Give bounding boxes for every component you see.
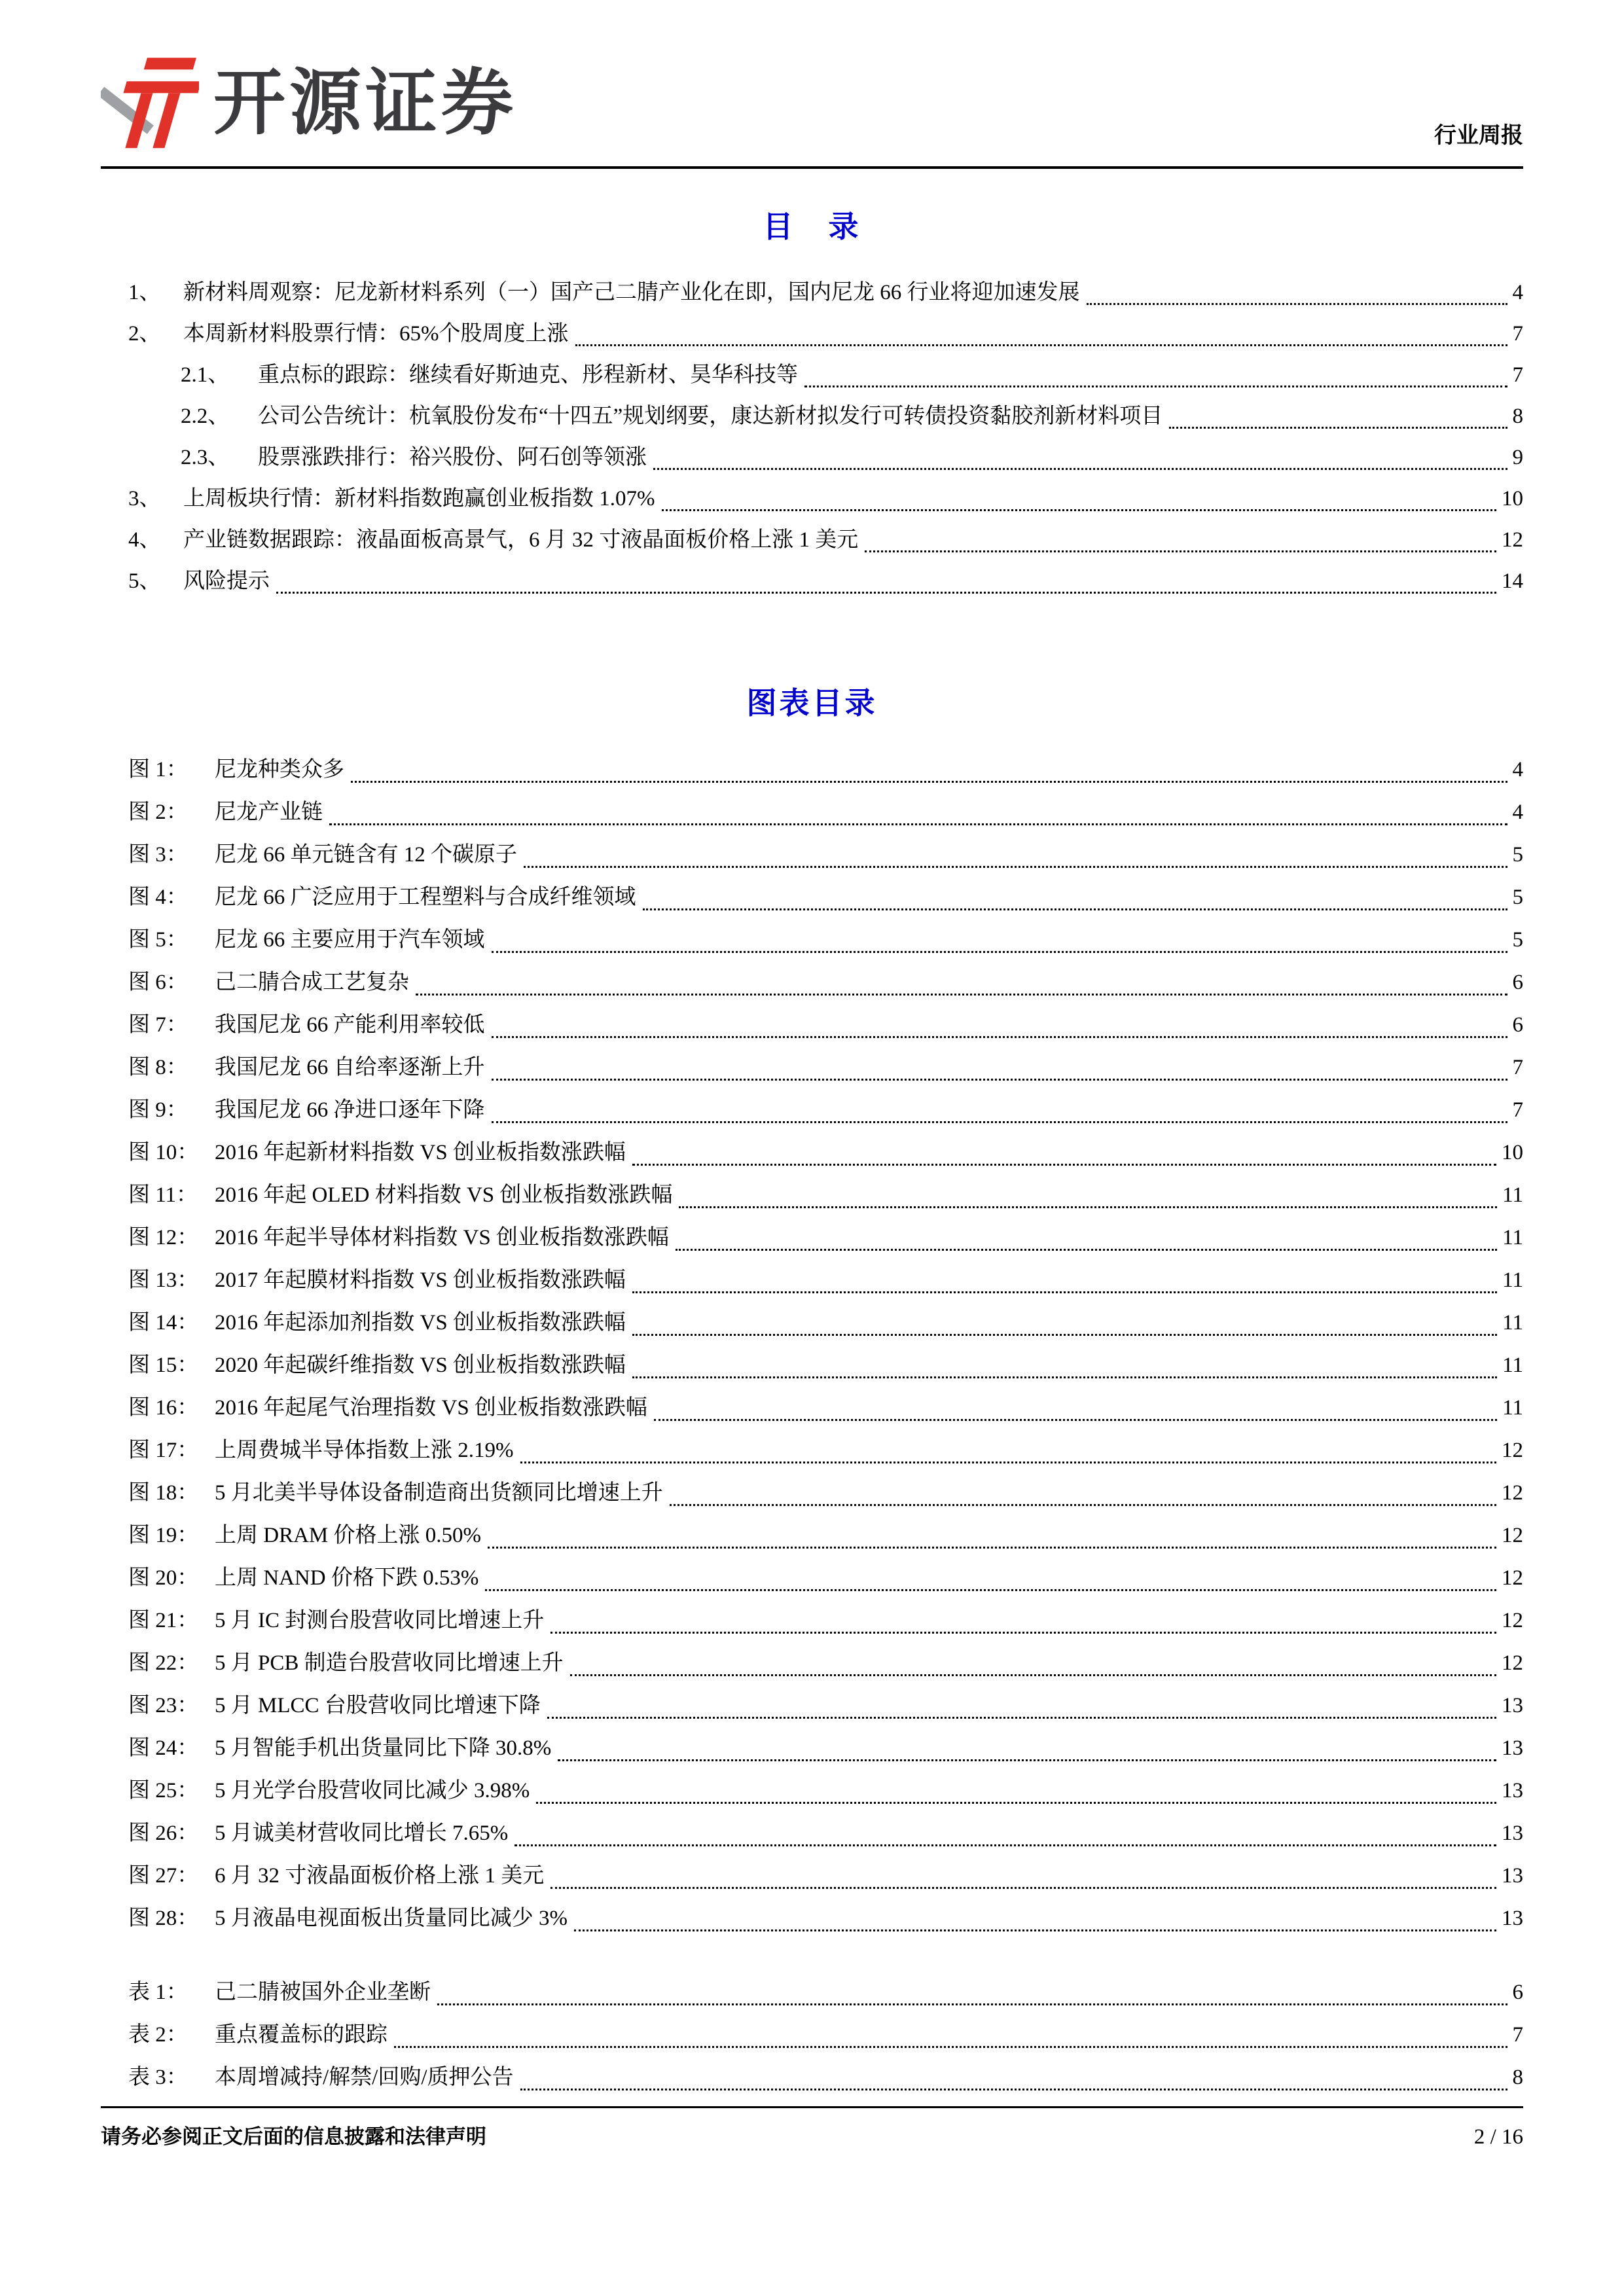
table-entry-number: 表 1： <box>128 1981 188 2004</box>
figure-entry-number: 图 4： <box>128 886 188 909</box>
table-toc-list <box>101 1971 1523 2099</box>
toc-entry[interactable] <box>128 355 1523 396</box>
dot-leader <box>575 344 1507 346</box>
figure-entry-label: 2016 年起半导体材料指数 VS 创业板指数涨跌幅 <box>215 1226 669 1249</box>
toc-title: 目 录 <box>763 210 861 243</box>
dot-leader <box>547 1717 1496 1719</box>
figure-entry-label: 尼龙 66 主要应用于汽车领域 <box>215 928 485 952</box>
table-entry-page: 8 <box>1512 2066 1523 2089</box>
dot-leader <box>492 1036 1507 1038</box>
toc-entry-number: 3、 <box>128 487 161 511</box>
toc-entry-number: 2.3、 <box>181 446 230 469</box>
figure-entry-label: 2016 年起添加剂指数 VS 创业板指数涨跌幅 <box>215 1311 626 1335</box>
figure-entry-number: 图 2： <box>128 800 188 824</box>
figure-entry-label: 己二腈合成工艺复杂 <box>215 971 409 994</box>
figure-entry-page: 12 <box>1502 1481 1523 1505</box>
report-type-label: 行业周报 <box>1434 124 1523 148</box>
figure-toc-title: 图表目录 <box>746 687 878 720</box>
figure-entry-number: 图 8： <box>128 1056 188 1079</box>
figure-entry-number: 图 9： <box>128 1098 188 1122</box>
toc-entry[interactable] <box>128 561 1523 602</box>
table-entry-number: 表 3： <box>128 2066 188 2089</box>
dot-leader <box>492 1121 1507 1123</box>
dot-leader <box>485 1589 1496 1591</box>
toc-list <box>101 272 1523 602</box>
figure-entry[interactable] <box>128 1685 1523 1727</box>
table-entry-label: 重点覆盖标的跟踪 <box>215 2023 388 2047</box>
dot-leader <box>492 951 1507 953</box>
toc-entry-number: 5、 <box>128 569 161 593</box>
dot-leader <box>550 1887 1496 1889</box>
page-footer <box>101 2106 1523 2149</box>
dot-leader <box>550 1632 1496 1634</box>
figure-entry-number: 图 25： <box>128 1779 199 1803</box>
figure-entry-label: 5 月智能手机出货量同比下降 30.8% <box>215 1736 552 1760</box>
dot-leader <box>558 1759 1496 1761</box>
dot-leader <box>276 592 1496 594</box>
dot-leader <box>632 1376 1497 1378</box>
figure-entry-label: 上周 NAND 价格下跌 0.53% <box>215 1566 479 1590</box>
figure-entry-number: 图 10： <box>128 1141 199 1164</box>
dot-leader <box>437 2003 1507 2005</box>
table-entry[interactable] <box>128 2056 1523 2099</box>
figure-entry-page: 10 <box>1502 1141 1523 1164</box>
toc-entry[interactable] <box>128 272 1523 314</box>
figure-entry-page: 5 <box>1512 928 1523 952</box>
toc-entry-label: 公司公告统计：杭氧股份发布“十四五”规划纲要，康达新材拟发行可转债投资黏胶剂新材料项目 <box>258 404 1163 428</box>
figure-entry-label: 5 月光学台股营收同比减少 3.98% <box>215 1779 530 1803</box>
footer-row <box>101 2108 1523 2149</box>
page-header <box>101 0 1523 156</box>
toc-entry-label: 重点标的跟踪：继续看好斯迪克、彤程新材、昊华科技等 <box>258 363 798 387</box>
figure-entry-label: 6 月 32 寸液晶面板价格上涨 1 美元 <box>215 1864 545 1888</box>
dot-leader <box>514 1844 1496 1846</box>
figure-entry[interactable] <box>128 1259 1523 1302</box>
figure-entry-label: 2016 年起新材料指数 VS 创业板指数涨跌幅 <box>215 1141 626 1164</box>
figure-entry[interactable] <box>128 876 1523 919</box>
figure-entry-page: 11 <box>1502 1268 1523 1292</box>
figure-entry-number: 图 17： <box>128 1439 199 1462</box>
table-entry-page: 6 <box>1512 1981 1523 2004</box>
page-number-indicator: 2 / 16 <box>1473 2125 1523 2149</box>
disclaimer-text: 请务必参阅正文后面的信息披露和法律声明 <box>101 2125 486 2148</box>
figure-entry[interactable] <box>128 1174 1523 1217</box>
figure-entry[interactable] <box>128 1812 1523 1855</box>
figure-entry-page: 12 <box>1502 1609 1523 1632</box>
dot-leader <box>676 1249 1497 1251</box>
dot-leader <box>574 1929 1496 1931</box>
figure-entry-number: 图 11： <box>128 1183 198 1207</box>
figure-entry-label: 尼龙 66 广泛应用于工程塑料与合成纤维领域 <box>215 886 636 909</box>
figure-entry-page: 11 <box>1502 1183 1523 1207</box>
header-divider <box>101 166 1523 169</box>
figure-entry-label: 2016 年起尾气治理指数 VS 创业板指数涨跌幅 <box>215 1396 647 1420</box>
figure-entry-number: 图 3： <box>128 843 188 867</box>
figure-entry-number: 图 26： <box>128 1821 199 1845</box>
dot-leader <box>570 1674 1496 1676</box>
table-entry-label: 己二腈被国外企业垄断 <box>215 1981 431 2004</box>
dot-leader <box>632 1291 1497 1293</box>
kaiyuan-logo-icon <box>101 51 199 156</box>
dot-leader <box>632 1164 1496 1166</box>
dot-leader <box>653 468 1507 470</box>
figure-entry-number: 图 5： <box>128 928 188 952</box>
figure-entry-label: 我国尼龙 66 净进口逐年下降 <box>215 1098 485 1122</box>
figure-entry-label: 5 月诚美材营收同比增长 7.65% <box>215 1821 509 1845</box>
toc-entry-number: 2.1、 <box>181 363 230 387</box>
figure-entry[interactable] <box>128 1089 1523 1132</box>
dot-leader <box>1087 303 1507 305</box>
table-entry-page: 7 <box>1512 2023 1523 2047</box>
figure-entry-page: 11 <box>1502 1354 1523 1377</box>
table-entry-number: 表 2： <box>128 2023 188 2047</box>
dot-leader <box>524 866 1507 868</box>
figure-entry[interactable] <box>128 791 1523 834</box>
toc-entry[interactable] <box>128 520 1523 561</box>
figure-entry-label: 我国尼龙 66 产能利用率较低 <box>215 1013 485 1037</box>
toc-entry-label: 新材料周观察：尼龙新材料系列（一）国产己二腈产业化在即，国内尼龙 66 行业将迎加速发展 <box>183 281 1080 304</box>
dot-leader <box>643 908 1507 910</box>
figure-entry-page: 13 <box>1502 1694 1523 1717</box>
figure-entry-label: 2016 年起 OLED 材料指数 VS 创业板指数涨跌幅 <box>215 1183 673 1207</box>
figure-entry-page: 12 <box>1502 1651 1523 1675</box>
figure-entry-label: 尼龙种类众多 <box>215 758 344 781</box>
toc-entry-page: 8 <box>1512 404 1523 428</box>
figure-entry-label: 2017 年起膜材料指数 VS 创业板指数涨跌幅 <box>215 1268 626 1292</box>
dot-leader <box>670 1504 1496 1506</box>
dot-leader <box>351 781 1507 783</box>
figure-entry-label: 2020 年起碳纤维指数 VS 创业板指数涨跌幅 <box>215 1354 626 1377</box>
dot-leader <box>1169 427 1507 429</box>
figure-entry-page: 13 <box>1502 1864 1523 1888</box>
toc-entry-page: 10 <box>1502 487 1523 511</box>
toc-entry-page: 4 <box>1512 281 1523 304</box>
figure-entry-page: 12 <box>1502 1524 1523 1547</box>
toc-entry-label: 本周新材料股票行情：65%个股周度上涨 <box>183 322 569 346</box>
figure-entry-label: 尼龙产业链 <box>215 800 323 824</box>
figure-entry[interactable] <box>128 1004 1523 1047</box>
brand <box>101 51 517 156</box>
figure-entry-label: 5 月北美半导体设备制造商出货额同比增速上升 <box>215 1481 663 1505</box>
figure-entry-number: 图 20： <box>128 1566 199 1590</box>
figure-entry[interactable] <box>128 1344 1523 1387</box>
figure-entry-page: 7 <box>1512 1098 1523 1122</box>
figure-entry[interactable] <box>128 961 1523 1004</box>
figure-entry-label: 尼龙 66 单元链含有 12 个碳原子 <box>215 843 517 867</box>
figure-entry-number: 图 6： <box>128 971 188 994</box>
figure-toc-list <box>101 749 1523 1940</box>
figure-entry-number: 图 27： <box>128 1864 199 1888</box>
figure-entry-label: 5 月 PCB 制造台股营收同比增速上升 <box>215 1651 564 1675</box>
figure-entry[interactable] <box>128 1897 1523 1940</box>
toc-entry[interactable] <box>128 396 1523 437</box>
figure-entry-number: 图 28： <box>128 1907 199 1930</box>
brand-name: 开源证券 <box>213 63 517 143</box>
figure-entry-page: 7 <box>1512 1056 1523 1079</box>
figure-entry-page: 4 <box>1512 800 1523 824</box>
figure-entry[interactable] <box>128 1429 1523 1472</box>
table-entry[interactable] <box>128 1971 1523 2014</box>
figure-entry-page: 5 <box>1512 886 1523 909</box>
figure-entry-number: 图 7： <box>128 1013 188 1037</box>
figure-entry[interactable] <box>128 1600 1523 1642</box>
figure-entry[interactable] <box>128 1217 1523 1259</box>
table-entry-label: 本周增减持/解禁/回购/质押公告 <box>215 2066 514 2089</box>
toc-entry[interactable] <box>128 437 1523 478</box>
toc-entry-label: 股票涨跌排行：裕兴股份、阿石创等领涨 <box>258 446 647 469</box>
figure-entry[interactable] <box>128 1515 1523 1557</box>
figure-entry-label: 上周费城半导体指数上涨 2.19% <box>215 1439 514 1462</box>
figure-entry-number: 图 16： <box>128 1396 199 1420</box>
figure-entry-page: 12 <box>1502 1439 1523 1462</box>
toc-entry-page: 7 <box>1512 322 1523 346</box>
dot-leader <box>679 1206 1497 1208</box>
figure-entry[interactable] <box>128 1132 1523 1174</box>
dot-leader <box>662 509 1497 511</box>
figure-entry[interactable] <box>128 749 1523 791</box>
dot-leader <box>520 2089 1507 2090</box>
figure-entry-label: 5 月液晶电视面板出货量同比减少 3% <box>215 1907 568 1930</box>
toc-entry-number: 2.2、 <box>181 404 230 428</box>
dot-leader <box>865 550 1496 552</box>
figure-entry-label: 我国尼龙 66 自给率逐渐上升 <box>215 1056 485 1079</box>
figure-entry-page: 11 <box>1502 1226 1523 1249</box>
toc-entry-label: 上周板块行情：新材料指数跑赢创业板指数 1.07% <box>183 487 655 511</box>
toc-entry-page: 9 <box>1512 446 1523 469</box>
dot-leader <box>492 1079 1507 1081</box>
figure-entry-page: 5 <box>1512 843 1523 867</box>
figure-entry-number: 图 22： <box>128 1651 199 1675</box>
figure-entry-label: 上周 DRAM 价格上涨 0.50% <box>215 1524 482 1547</box>
figure-entry[interactable] <box>128 1302 1523 1344</box>
dot-leader <box>488 1547 1496 1549</box>
figure-entry-page: 11 <box>1502 1396 1523 1420</box>
figure-entry-number: 图 13： <box>128 1268 199 1292</box>
figure-entry-page: 6 <box>1512 971 1523 994</box>
figure-entry[interactable] <box>128 1557 1523 1600</box>
figure-entry[interactable] <box>128 834 1523 876</box>
figure-entry-page: 13 <box>1502 1907 1523 1930</box>
dot-leader <box>632 1334 1497 1336</box>
figure-entry-label: 5 月 MLCC 台股营收同比增速下降 <box>215 1694 541 1717</box>
figure-entry-page: 12 <box>1502 1566 1523 1590</box>
dot-leader <box>416 994 1507 996</box>
dot-leader <box>654 1419 1497 1421</box>
figure-entry-page: 13 <box>1502 1779 1523 1803</box>
figure-entry[interactable] <box>128 1770 1523 1812</box>
figure-entry-number: 图 21： <box>128 1609 199 1632</box>
toc-entry-page: 7 <box>1512 363 1523 387</box>
toc-entry-page: 12 <box>1502 528 1523 552</box>
figure-entry-number: 图 12： <box>128 1226 199 1249</box>
figure-entry-number: 图 1： <box>128 758 188 781</box>
figure-entry-label: 5 月 IC 封测台股营收同比增速上升 <box>215 1609 545 1632</box>
figure-entry[interactable] <box>128 1047 1523 1089</box>
figure-entry-number: 图 18： <box>128 1481 199 1505</box>
figure-entry-number: 图 15： <box>128 1354 199 1377</box>
figure-entry[interactable] <box>128 1387 1523 1429</box>
figure-entry[interactable] <box>128 1855 1523 1897</box>
dot-leader <box>329 823 1507 825</box>
toc-entry-number: 2、 <box>128 322 161 346</box>
dot-leader <box>804 386 1507 387</box>
toc-entry[interactable] <box>128 314 1523 355</box>
figure-entry-page: 13 <box>1502 1736 1523 1760</box>
figure-entry-number: 图 23： <box>128 1694 199 1717</box>
dot-leader <box>394 2046 1507 2048</box>
dot-leader <box>536 1802 1496 1804</box>
figure-entry-number: 图 24： <box>128 1736 199 1760</box>
figure-entry-page: 11 <box>1502 1311 1523 1335</box>
toc-entry[interactable] <box>128 478 1523 520</box>
figure-entry[interactable] <box>128 1642 1523 1685</box>
toc-entry-page: 14 <box>1502 569 1523 593</box>
figure-entry[interactable] <box>128 1472 1523 1515</box>
toc-entry-number: 1、 <box>128 281 161 304</box>
figure-entry-page: 6 <box>1512 1013 1523 1037</box>
figure-entry-number: 图 19： <box>128 1524 199 1547</box>
toc-entry-number: 4、 <box>128 528 161 552</box>
dot-leader <box>520 1462 1497 1463</box>
figure-entry[interactable] <box>128 919 1523 961</box>
figure-entry-page: 4 <box>1512 758 1523 781</box>
toc-entry-label: 风险提示 <box>183 569 270 593</box>
table-entry[interactable] <box>128 2014 1523 2056</box>
toc-entry-label: 产业链数据跟踪：液晶面板高景气，6 月 32 寸液晶面板价格上涨 1 美元 <box>183 528 859 552</box>
figure-entry-page: 13 <box>1502 1821 1523 1845</box>
figure-entry-number: 图 14： <box>128 1311 199 1335</box>
figure-entry[interactable] <box>128 1727 1523 1770</box>
